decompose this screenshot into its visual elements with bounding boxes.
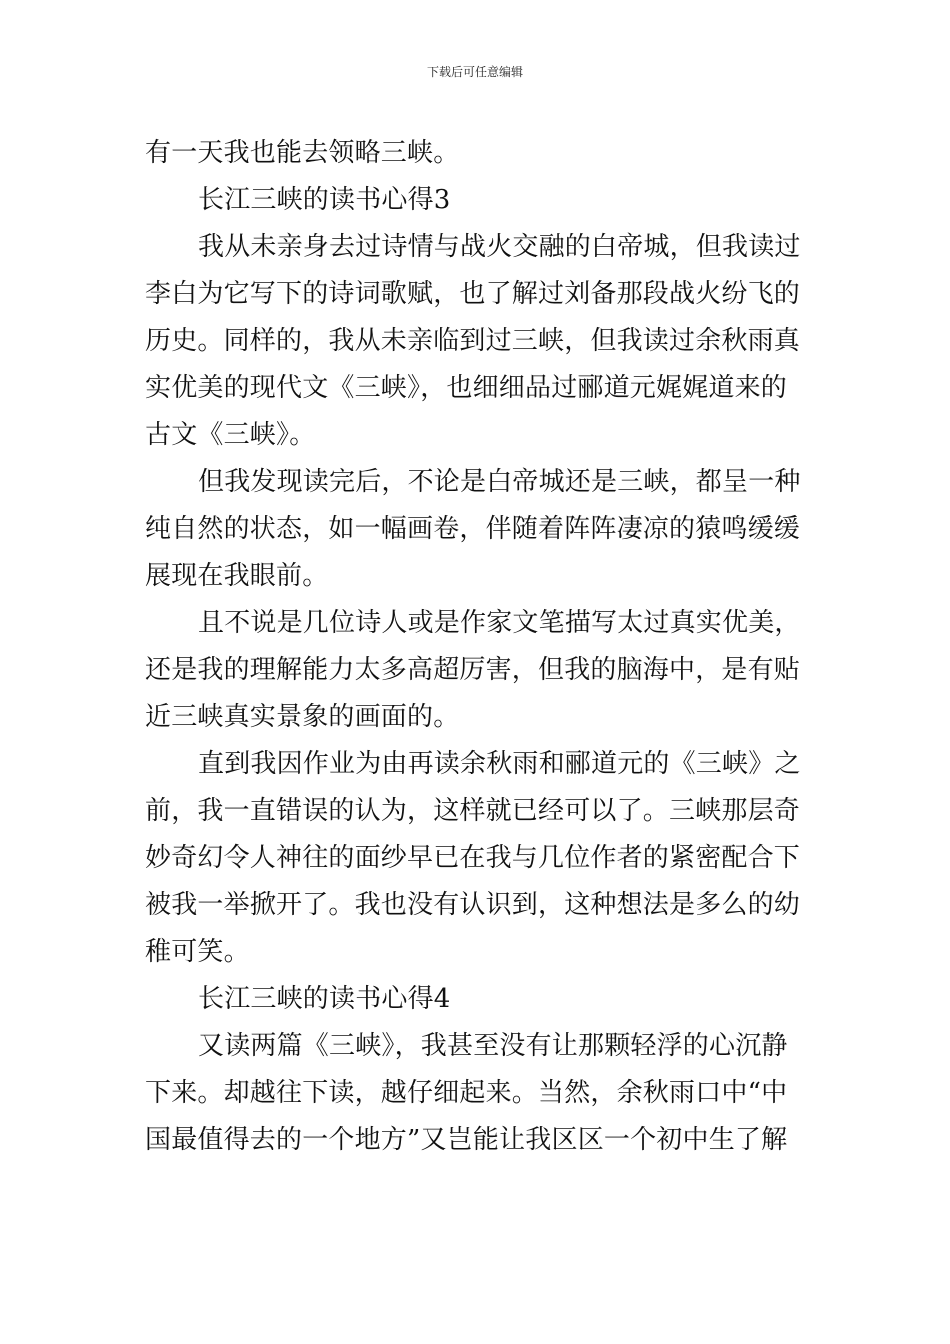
page-header: 下载后可任意编辑 <box>426 65 523 79</box>
text-line: 有一天我也能去领略三峡。 <box>145 138 460 168</box>
text-line: 被我一举掀开了。我也没有认识到，这种想法是多么的幼 <box>145 890 801 920</box>
text-line: 实优美的现代文《三峡》，也细细品过郦道元娓娓道来的 <box>145 373 788 403</box>
text-line: 又读两篇《三峡》，我甚至没有让那颗轻浮的心沉静 <box>198 1031 788 1061</box>
text-line: 稚可笑。 <box>145 937 250 967</box>
text-line: 下来。却越往下读，越仔细起来。当然，余秋雨口中“中 <box>145 1078 788 1108</box>
text-line: 古文《三峡》。 <box>145 420 316 450</box>
text-line: 我从未亲身去过诗情与战火交融的白帝城，但我读过 <box>198 232 801 262</box>
section-heading: 长江三峡的读书心得3 <box>198 185 451 215</box>
text-line: 展现在我眼前。 <box>145 561 329 591</box>
text-line: 且不说是几位诗人或是作家文笔描写太过真实优美， <box>198 608 801 638</box>
text-line: 直到我因作业为由再读余秋雨和郦道元的《三峡》之 <box>198 749 801 779</box>
document-body <box>145 130 805 1164</box>
text-line: 历史。同样的，我从未亲临到过三峡，但我读过余秋雨真 <box>145 326 801 356</box>
text-line: 还是我的理解能力太多高超厉害，但我的脑海中，是有贴 <box>145 655 801 685</box>
text-line: 妙奇幻令人神往的面纱早已在我与几位作者的紧密配合下 <box>145 843 801 873</box>
text-line: 纯自然的状态，如一幅画卷，伴随着阵阵凄凉的猿鸣缓缓 <box>145 514 801 544</box>
text-line: 李白为它写下的诗词歌赋，也了解过刘备那段战火纷飞的 <box>145 279 801 309</box>
text-line: 国最值得去的一个地方”又岂能让我区区一个初中生了解 <box>145 1125 788 1155</box>
section-heading: 长江三峡的读书心得4 <box>198 984 451 1014</box>
text-line: 前，我一直错误的认为，这样就已经可以了。三峡那层奇 <box>145 796 801 826</box>
text-line: 近三峡真实景象的画面的。 <box>145 702 460 732</box>
text-line: 但我发现读完后，不论是白帝城还是三峡，都呈一种 <box>198 467 801 497</box>
